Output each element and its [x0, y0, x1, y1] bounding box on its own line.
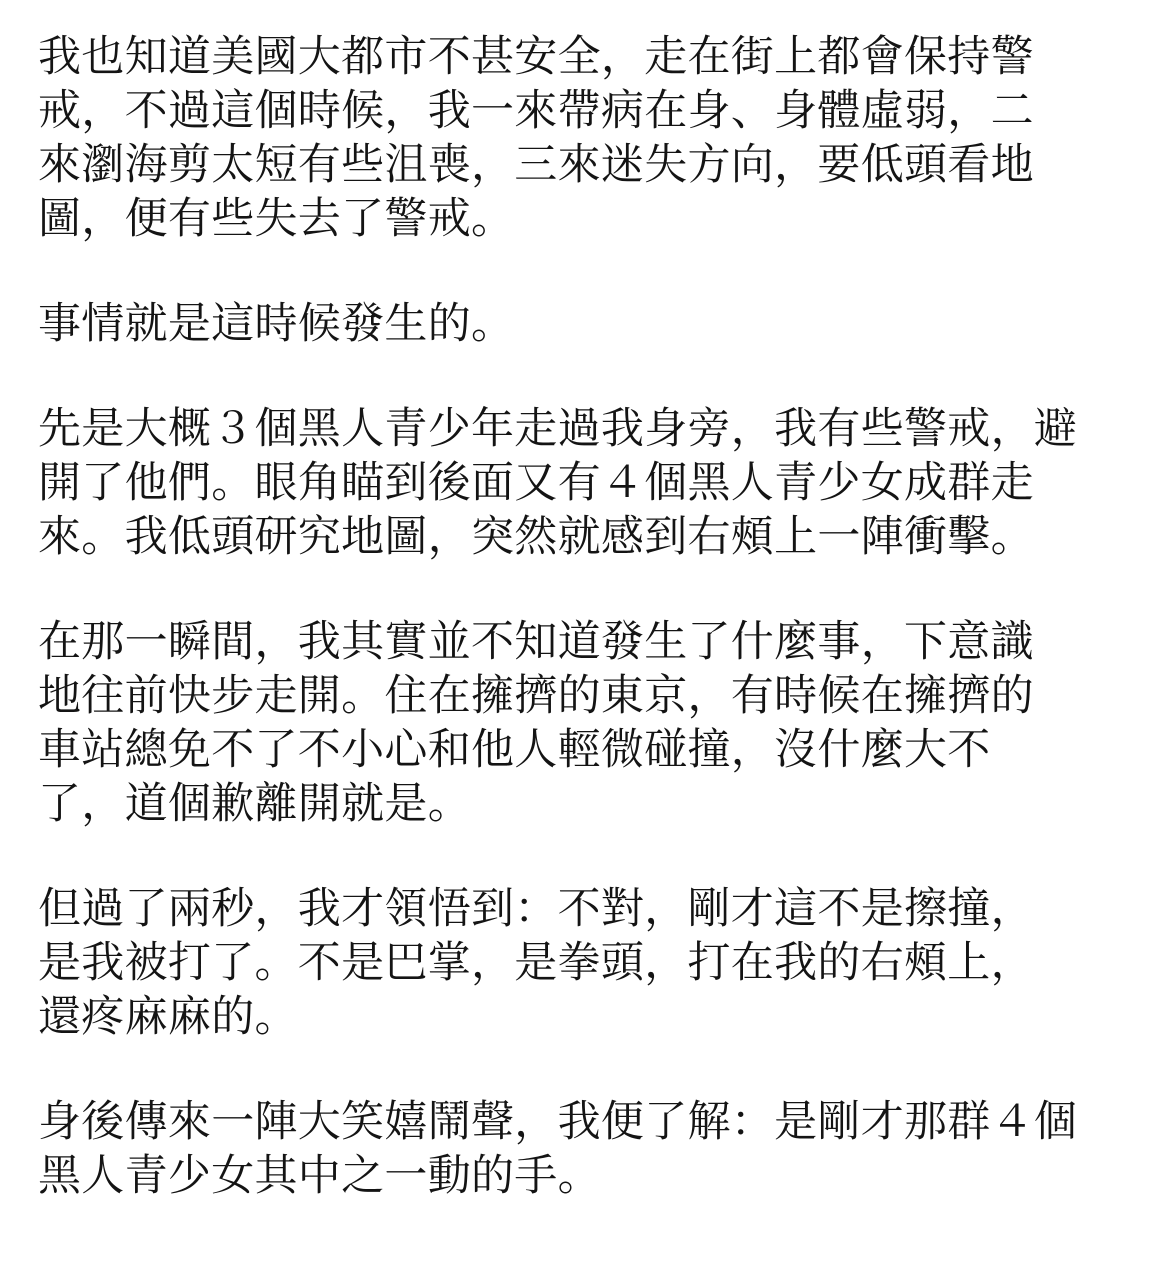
text-line: 我也知道美國大都市不甚安全，走在街上都會保持警	[38, 32, 1034, 82]
text-line: 是我被打了。不是巴掌，是拳頭，打在我的右頰上，	[38, 938, 1034, 988]
text-line: 來瀏海剪太短有些沮喪，三來迷失方向，要低頭看地	[38, 140, 1034, 190]
paragraph-2	[38, 297, 1148, 351]
text-line: 戒，不過這個時候，我一來帶病在身、身體虛弱，二	[38, 86, 1034, 136]
text-line: 來。我低頭研究地圖，突然就感到右頰上一陣衝擊。	[38, 512, 1034, 562]
text-line: 圖，便有些失去了警戒。	[38, 194, 515, 244]
text-line: 但過了兩秒，我才領悟到：不對，剛才這不是擦撞，	[38, 884, 1034, 934]
paragraph-6	[38, 1095, 1148, 1203]
paragraph-4	[38, 615, 1148, 831]
text-line: 黑人青少女其中之一動的手。	[38, 1151, 601, 1201]
text-line: 事情就是這時候發生的。	[38, 299, 515, 349]
paragraph-5	[38, 882, 1148, 1044]
text-line: 地往前快步走開。住在擁擠的東京，有時候在擁擠的	[38, 671, 1034, 721]
text-line: 開了他們。眼角瞄到後面又有４個黑人青少女成群走	[38, 458, 1034, 508]
post-body	[38, 30, 1148, 1254]
text-line: 在那一瞬間，我其實並不知道發生了什麼事，下意識	[38, 617, 1034, 667]
paragraph-3	[38, 402, 1148, 564]
text-line: 身後傳來一陣大笑嬉鬧聲，我便了解：是剛才那群４個	[38, 1097, 1078, 1147]
text-line: 車站總免不了不小心和他人輕微碰撞，沒什麼大不	[38, 725, 991, 775]
text-line: 了，道個歉離開就是。	[38, 779, 471, 829]
text-line: 先是大概３個黑人青少年走過我身旁，我有些警戒，避	[38, 404, 1078, 454]
paragraph-1	[38, 30, 1148, 246]
text-line: 還疼麻麻的。	[38, 992, 298, 1042]
